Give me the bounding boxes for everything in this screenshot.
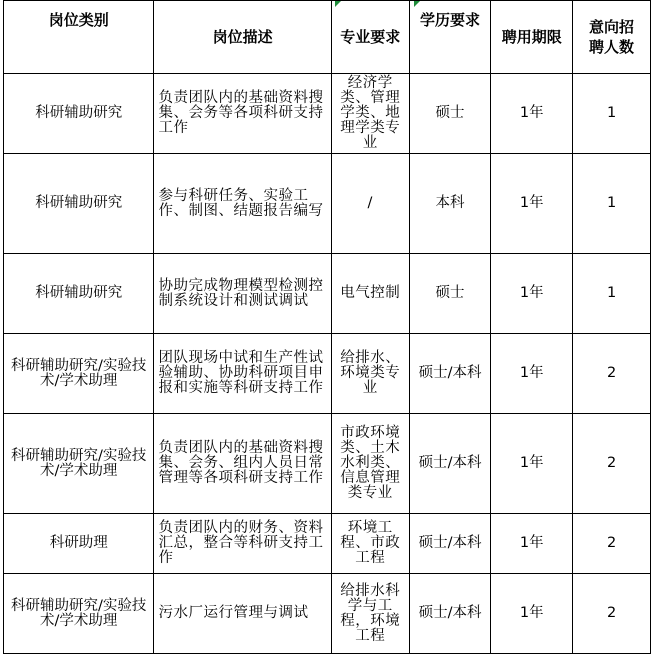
cell-term: 1年 [491, 414, 573, 514]
header-education: 学历要求 [409, 1, 491, 74]
cell-term: 1年 [491, 514, 573, 574]
cell-education: 硕士 [409, 74, 491, 154]
header-count: 意向招聘人数 [573, 1, 651, 74]
header-description: 岗位描述 [154, 1, 331, 74]
cell-count: 1 [573, 74, 651, 154]
cell-education: 硕士/本科 [409, 414, 491, 514]
cell-description: 参与科研任务、实验工作、制图、结题报告编写 [154, 154, 331, 254]
cell-major: 经济学类、管理学类、地理学类专业 [331, 74, 409, 154]
cell-major: 环境工程、市政工程 [331, 514, 409, 574]
cell-count: 2 [573, 574, 651, 654]
table-row [4, 254, 651, 334]
table-row [4, 574, 651, 654]
cell-comment-marker [335, 1, 341, 7]
cell-education: 硕士 [409, 254, 491, 334]
cell-category: 科研辅助研究/实验技术/学术助理 [4, 414, 154, 514]
cell-category: 科研辅助研究/实验技术/学术助理 [4, 574, 154, 654]
cell-major: 电气控制 [331, 254, 409, 334]
cell-education: 硕士/本科 [409, 514, 491, 574]
cell-term: 1年 [491, 74, 573, 154]
cell-major: 给排水、环境类专业 [331, 334, 409, 414]
cell-term: 1年 [491, 254, 573, 334]
cell-count: 1 [573, 254, 651, 334]
cell-category: 科研助理 [4, 514, 154, 574]
cell-term: 1年 [491, 574, 573, 654]
table-row [4, 74, 651, 154]
header-row [4, 1, 651, 74]
header-major: 专业要求 [331, 1, 409, 74]
cell-major: / [331, 154, 409, 254]
table-row [4, 514, 651, 574]
cell-description: 污水厂运行管理与调试 [154, 574, 331, 654]
cell-category: 科研辅助研究 [4, 74, 154, 154]
cell-description: 团队现场中试和生产性试验辅助、协助科研项目申报和实施等科研支持工作 [154, 334, 331, 414]
table-row [4, 334, 651, 414]
cell-term: 1年 [491, 334, 573, 414]
cell-major: 市政环境类、土木水利类、信息管理类专业 [331, 414, 409, 514]
cell-description: 负责团队内的基础资料搜集、会务等各项科研支持工作 [154, 74, 331, 154]
cell-category: 科研辅助研究 [4, 154, 154, 254]
cell-category: 科研辅助研究/实验技术/学术助理 [4, 334, 154, 414]
table-row [4, 414, 651, 514]
cell-description: 负责团队内的财务、资料汇总，整合等科研支持工作 [154, 514, 331, 574]
cell-count: 2 [573, 334, 651, 414]
cell-count: 2 [573, 414, 651, 514]
cell-education: 本科 [409, 154, 491, 254]
cell-comment-marker [414, 1, 420, 7]
cell-description: 负责团队内的基础资料搜集、会务、组内人员日常管理等各项科研支持工作 [154, 414, 331, 514]
cell-description: 协助完成物理模型检测控制系统设计和测试调试 [154, 254, 331, 334]
header-category: 岗位类别 [4, 1, 154, 74]
recruitment-table [3, 0, 651, 654]
cell-count: 2 [573, 514, 651, 574]
cell-education: 硕士/本科 [409, 334, 491, 414]
cell-count: 1 [573, 154, 651, 254]
cell-category: 科研辅助研究 [4, 254, 154, 334]
header-term: 聘用期限 [491, 1, 573, 74]
table-row [4, 154, 651, 254]
cell-major: 给排水科学与工程，环境工程 [331, 574, 409, 654]
cell-education: 硕士/本科 [409, 574, 491, 654]
cell-term: 1年 [491, 154, 573, 254]
